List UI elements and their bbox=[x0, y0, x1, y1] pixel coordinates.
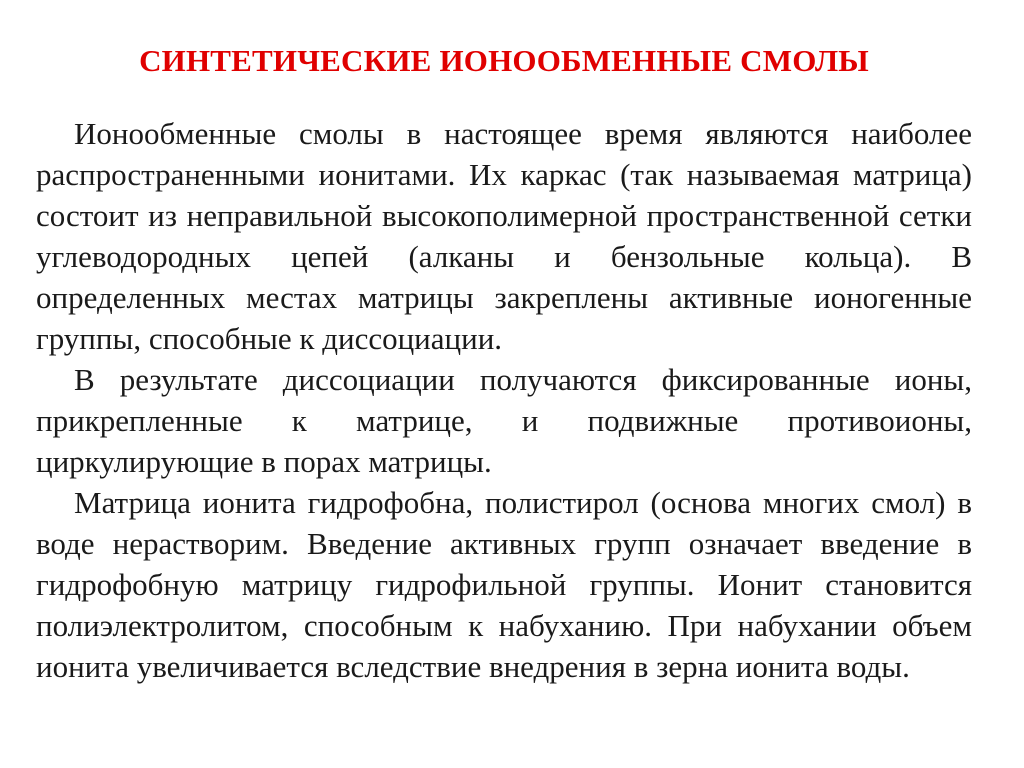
paragraph-ion-exchange-resins: Ионообменные смолы в настоящее время являются наиболее распространенными ионитами. Их каркас (так называемая матрица) состоит из неправильной высокополимерной пространственной сетки углеводородных цепей (алканы и бензольные кольца). В определенных местах матрицы закреплены активные ионогенные группы, способные к диссоциации. bbox=[36, 116, 972, 356]
paragraph-dissociation-result: В результате диссоциации получаются фиксированные ионы, прикрепленные к матрице, и подвижные противоионы, циркулирующие в порах матрицы. bbox=[36, 362, 972, 479]
paragraph-hydrophobic-matrix: Матрица ионита гидрофобна, полистирол (основа многих смол) в воде нерастворим. Введение активных групп означает введение в гидрофобную матрицу гидрофильной группы. Ионит становится полиэлектролитом, способным к набуханию. При набухании объем ионита увеличивается вследствие внедрения в зерна ионита воды. bbox=[36, 485, 972, 684]
slide-title: СИНТЕТИЧЕСКИЕ ИОНООБМЕННЫЕ СМОЛЫ bbox=[139, 43, 869, 78]
slide-body bbox=[36, 113, 972, 687]
